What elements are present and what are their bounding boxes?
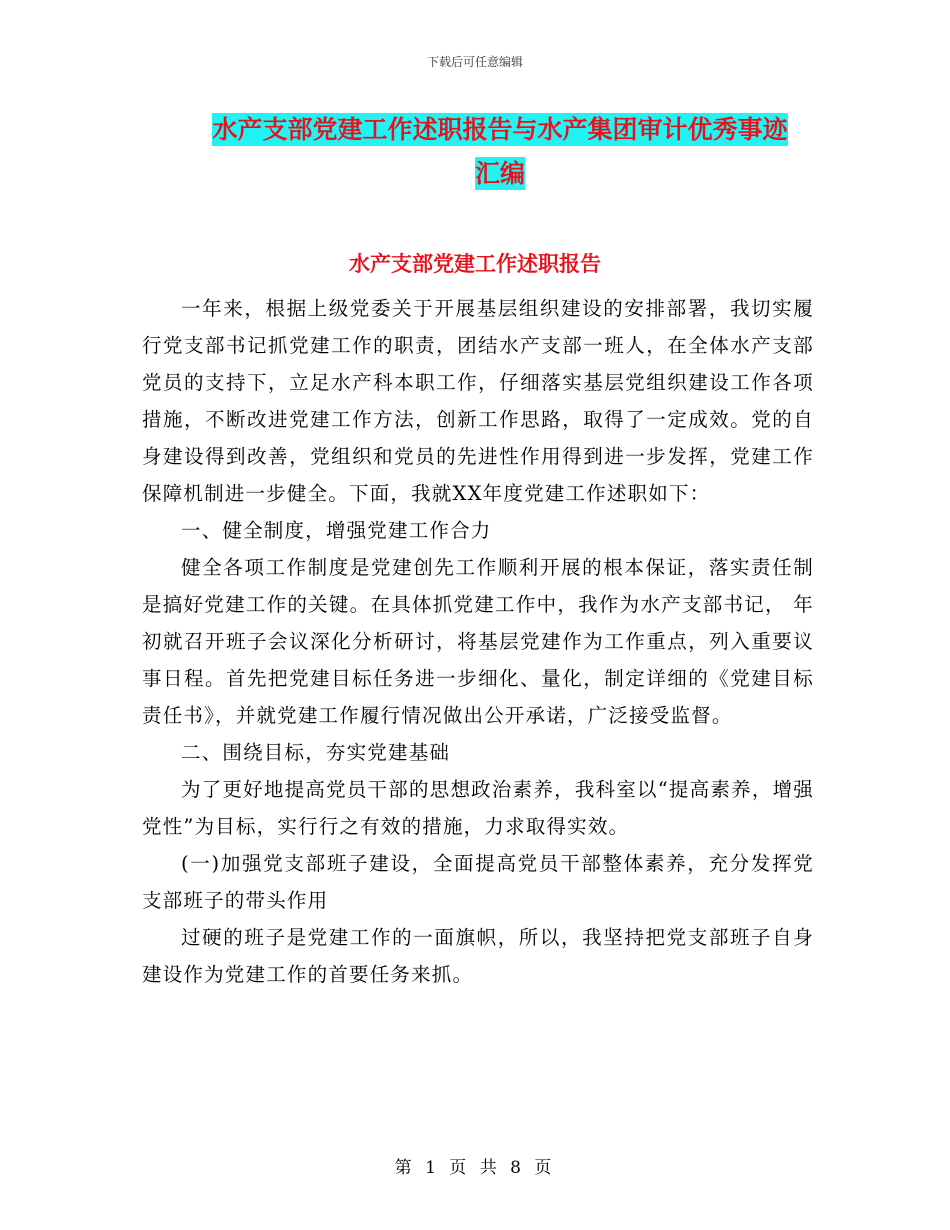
paragraph-system: 健全各项工作制度是党建创先工作顺利开展的根本保证，落实责任制是搞好党建工作的关键。在具体抓党建工作中，我作为水产支部书记， 年初就召开班子会议深化分析研讨，将基层党建作为工作重点，列入重要议事日程。首先把党建目标任务进一步细化、量化，制定详细的《党建目标责任书》，并就党建工作履行情况做出公开承诺，广泛接受监督。 [142,556,814,727]
paragraph-team: 过硬的班子是党建工作的一面旗帜，所以，我坚持把党支部班子自身建设作为党建工作的首要任务来抓。 [142,926,814,986]
paragraph-intro: 一年来，根据上级党委关于开展基层组织建设的安排部署，我切实履行党支部书记抓党建工作的职责，团结水产支部一班人，在全体水产支部党员的支持下，立足水产科本职工作，仔细落实基层党组织建设工作各项措施，不断改进党建工作方法，创新工作思路，取得了一定成效。党的自身建设得到改善，党组织和党员的先进性作用得到进一步发挥，党建工作保障机制进一步健全。下面，我就XX年度党建工作述职如下： [142,297,814,505]
document-body [142,290,814,993]
subheading-one: (一)加强党支部班子建设，全面提高党员干部整体素养，充分发挥党支部班子的带头作用 [142,852,814,912]
heading-two: 二、围绕目标，夯实党建基础 [181,741,451,764]
header-note: 下载后可任意编辑 [426,55,523,69]
document-title-line2: 汇编 [474,159,525,188]
heading-one: 一、健全制度，增强党建工作合力 [181,519,492,542]
section-title: 水产支部党建工作述职报告 [349,251,601,276]
page-indicator: 第 1 页 共 8 页 [394,1158,556,1178]
document-title-line1: 水产支部党建工作述职报告与水产集团审计优秀事迹 [212,115,788,144]
document-title [190,108,810,196]
paragraph-goal: 为了更好地提高党员干部的思想政治素养，我科室以“提高素养，增强党性”为目标，实行行之有效的措施，力求取得实效。 [142,778,814,838]
